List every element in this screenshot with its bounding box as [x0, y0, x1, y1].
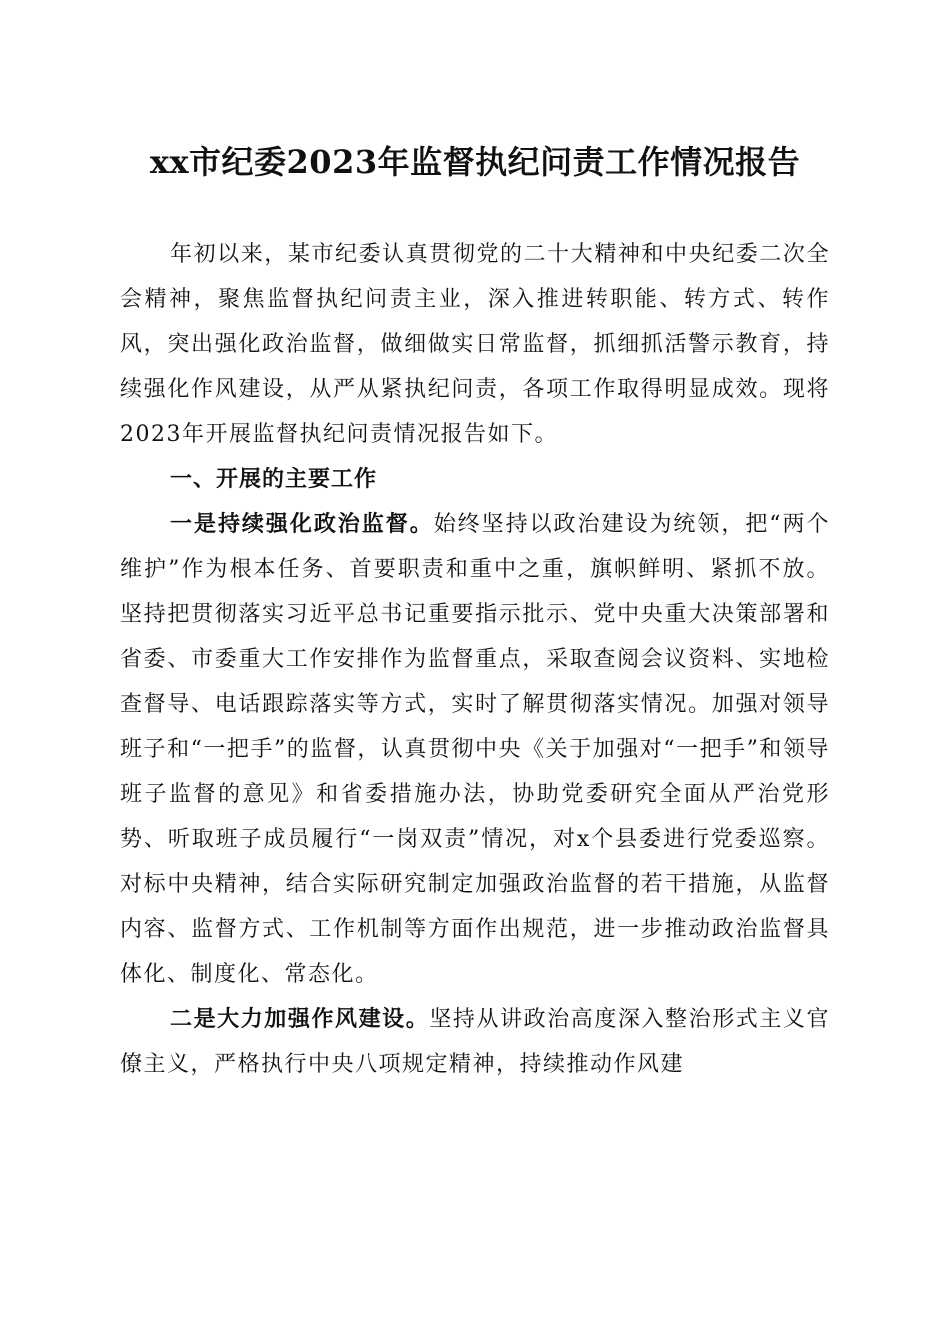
item-two-text: 坚持从讲政治高度深入整治形式主义官僚主义，严格执行中央八项规定精神，持续推动作风建 — [120, 1007, 830, 1077]
intro-paragraph: 年初以来，某市纪委认真贯彻党的二十大精神和中央纪委二次全会精神，聚焦监督执纪问责主业，深入推进转职能、转方式、转作风，突出强化政治监督，做细做实日常监督，抓细抓活警示教育，持续强化作风建设，从严从紧执纪问责，各项工作取得明显成效。现将2023年开展监督执纪问责情况报告如下。 — [120, 242, 830, 447]
section-heading: 一、开展的主要工作 — [170, 467, 378, 492]
item-one-paragraph — [120, 502, 830, 997]
item-one-text: 始终坚持以政治建设为统领，把“两个维护”作为根本任务、首要职责和重中之重，旗帜鲜明、紧抓不放。坚持把贯彻落实习近平总书记重要指示批示、党中央重大决策部署和省委、市委重大工作安排作为监督重点，采取查阅会议资料、实地检查督导、电话跟踪落实等方式，实时了解贯彻落实情况。加强对领导班子和“一把手”的监督，认真贯彻中央《关于加强对“一把手”和领导班子监督的意见》和省委措施办法，协助党委研究全面从严治党形势、听取班子成员履行“一岗双责”情况，对x个县委进行党委巡察。对标中央精神，结合实际研究制定加强政治监督的若干措施，从监督内容、监督方式、工作机制等方面作出规范，进一步推动政治监督具体化、制度化、常态化。 — [120, 512, 830, 987]
item-one-lead: 一是持续强化政治监督。 — [170, 511, 434, 537]
item-two-paragraph — [120, 997, 830, 1087]
item-two-lead: 二是大力加强作风建设。 — [170, 1006, 430, 1032]
document-title: xx市纪委2023年监督执纪问责工作情况报告 — [149, 143, 801, 181]
document-body — [120, 232, 830, 1087]
